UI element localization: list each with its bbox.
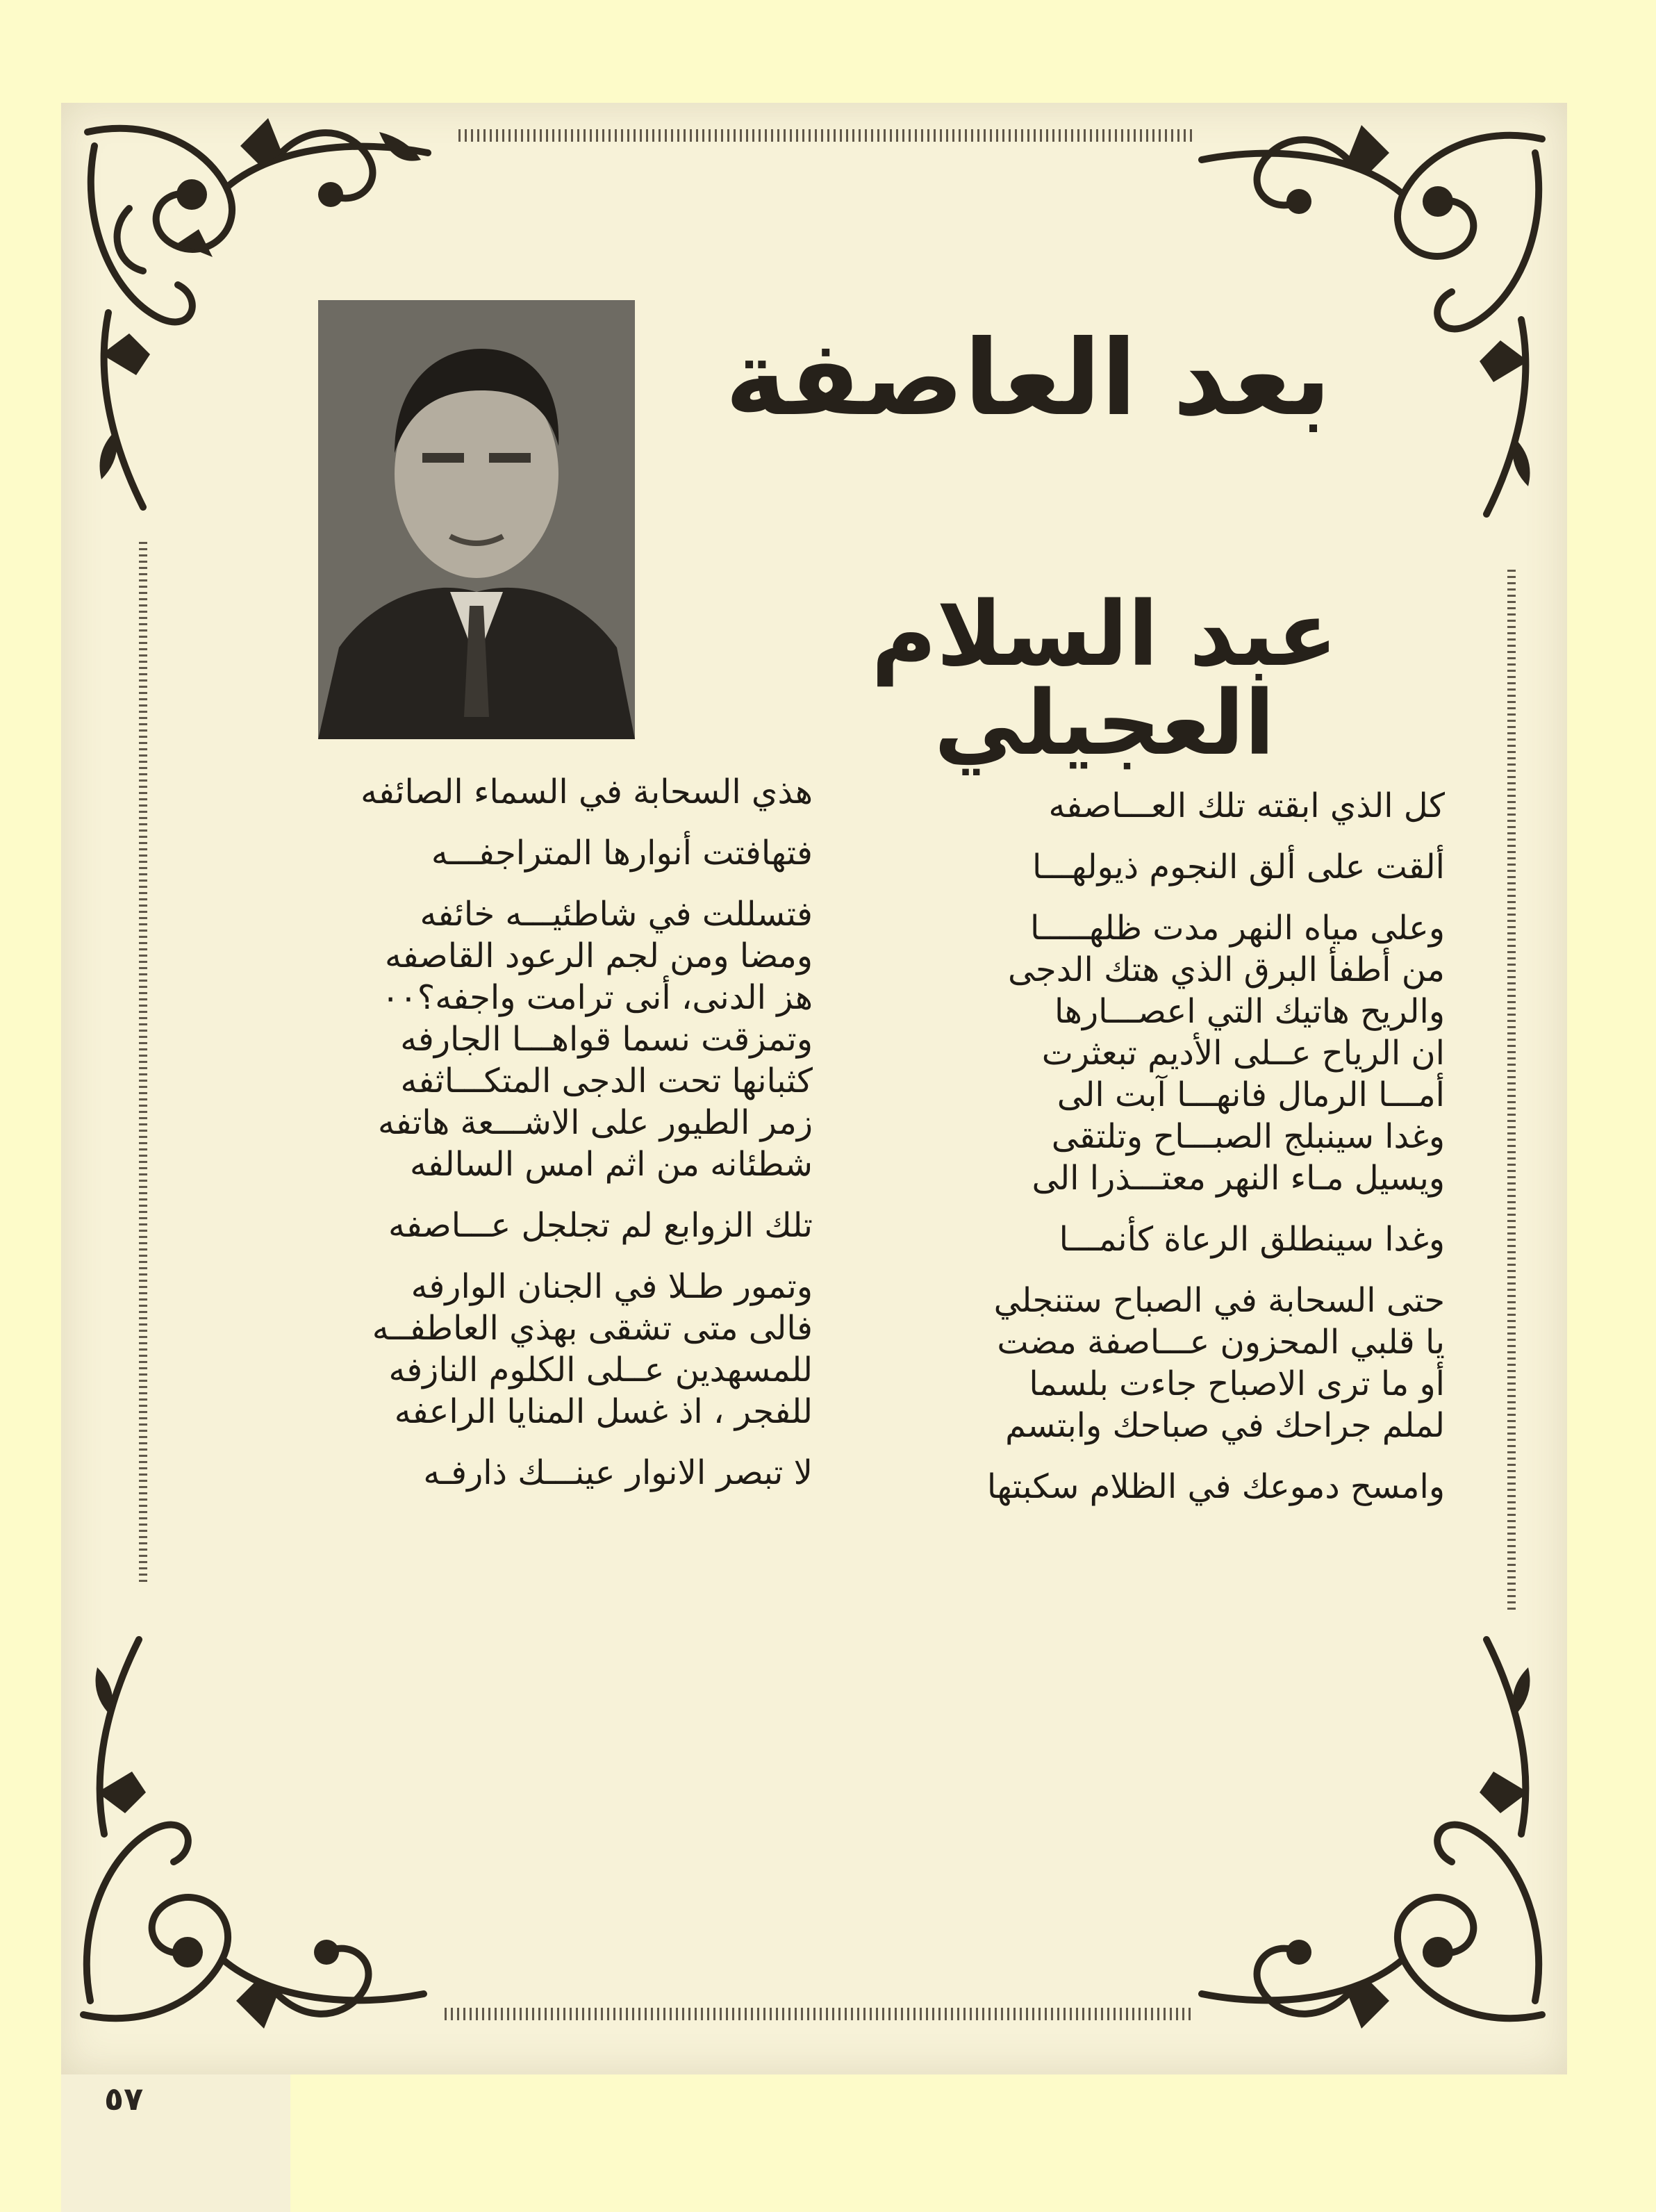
- poem-line: لا تبصر الانوار عينـــك ذارفـه: [423, 1453, 813, 1492]
- author-name: عبد السلام العجيلي: [871, 583, 1338, 775]
- poem-line: من أطفأ البرق الذي هتك الدجى: [1008, 950, 1445, 989]
- ornament-bottom-left: [63, 1626, 452, 2042]
- portrait-icon: [318, 300, 635, 739]
- ornament-bottom-right: [1174, 1626, 1563, 2042]
- ornament-scroll-icon: [63, 1626, 452, 2042]
- poem-line: كثبانها تحت الدجى المتكـــاثفه: [400, 1062, 813, 1100]
- poem-line: تلك الزوابع لم تجلجل عـــاصفه: [388, 1206, 813, 1245]
- poem-line: فالى متى تشقى بهذي العاطفــه: [372, 1309, 813, 1348]
- border-rule-left: [139, 542, 147, 1584]
- author-photo: [318, 300, 635, 739]
- poem-line: أمـــا الرمال فانهـــا آبت الى: [1057, 1075, 1445, 1114]
- border-rule-top: [458, 129, 1195, 142]
- poem-line: وغدا سينبلج الصبـــاح وتلتقى: [1051, 1117, 1445, 1156]
- poem-line: لملم جراحك في صباحك وابتسم: [1005, 1406, 1445, 1445]
- poem-line: هذي السحابة في السماء الصائفه: [361, 773, 813, 811]
- poem-line: ان الرياح عــلى الأديم تبعثرت: [1041, 1034, 1445, 1073]
- ornament-scroll-icon: [1174, 1626, 1563, 2042]
- poem-line: وتمور طـلا في الجنان الوارفه: [411, 1267, 813, 1306]
- poem-line: هز الدنى، أنى ترامت واجفه؟٠٠: [381, 978, 813, 1017]
- poem-line: حتى السحابة في الصباح ستنجلي: [993, 1281, 1445, 1320]
- poem-line: شطئانه من اثم امس السالفه: [409, 1145, 813, 1184]
- poem-line: أو ما ترى الاصباح جاءت بلسما: [1029, 1364, 1445, 1403]
- poem-right-column: [868, 785, 1445, 1508]
- poem-line: كل الذي ابقته تلك العـــاصفه: [1048, 786, 1445, 825]
- poem-line: فتسللت في شاطئيـــه خائفه: [420, 895, 813, 934]
- border-rule-bottom: [445, 2008, 1195, 2020]
- poem-line: للفجر ، اذ غسل المنايا الراعفه: [394, 1392, 813, 1431]
- poem-line: ألقت على ألق النجوم ذيولهـــا: [1032, 848, 1445, 886]
- article-title: بعد العاصفة: [724, 318, 1332, 439]
- poem-line: للمسهدين عــلى الكلوم النازفه: [388, 1351, 813, 1389]
- poem-line: ومضا ومن لجم الرعود القاصفه: [384, 936, 813, 975]
- poem-left-column: [243, 771, 813, 1494]
- border-rule-right: [1507, 570, 1516, 1612]
- page-number: ٥٧: [104, 2080, 144, 2118]
- poem-line: فتهافتت أنوارها المتراجفـــه: [431, 834, 813, 873]
- poem-line: زمر الطيور على الاشـــعة هاتفه: [377, 1103, 813, 1142]
- poem-line: وعلى مياه النهر مدت ظلهـــــا: [1029, 909, 1445, 948]
- poem-line: وتمزقت نسما قواهـــا الجارفه: [400, 1020, 813, 1059]
- poem-line: يا قلبي المحزون عـــاصفة مضت: [997, 1323, 1445, 1362]
- poem-line: والريح هاتيك التي اعصـــارها: [1054, 992, 1445, 1031]
- poem-line: وغدا سينطلق الرعاة كأنمـــا: [1059, 1220, 1445, 1259]
- bottom-margin-strip: [61, 2074, 290, 2212]
- poem-line: وامسح دموعك في الظلام سكبتها: [986, 1467, 1445, 1506]
- poem-line: ويسيل مـاء النهر معتـــذرا الى: [1032, 1159, 1445, 1198]
